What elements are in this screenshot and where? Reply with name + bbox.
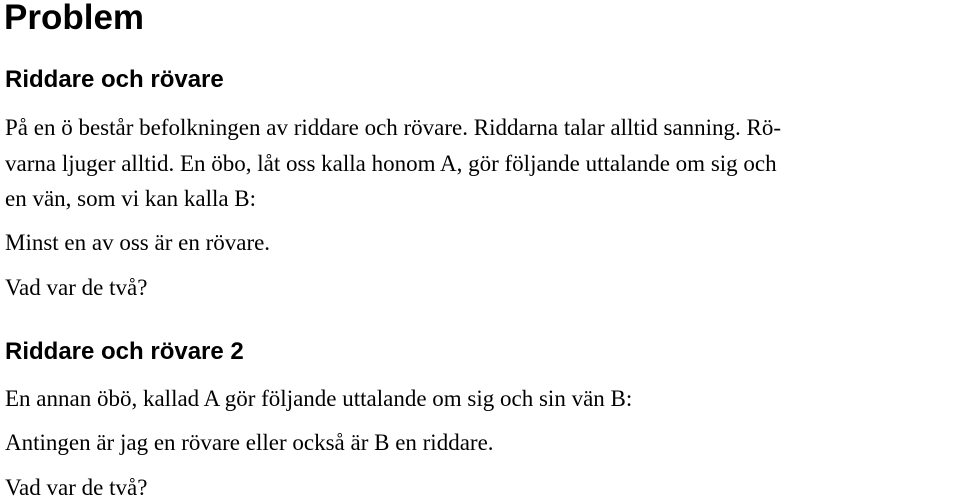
page-title: Problem (4, 0, 145, 37)
section-heading-riddare-och-rovare-2: Riddare och rövare 2 (5, 338, 244, 365)
statement-text: Minst en av oss är en rövare. (5, 230, 271, 255)
paragraph-line-1: På en ö består befolkningen av riddare och rövare. Riddarna talar alltid sanning. Rö- (5, 115, 781, 140)
question-text-2: Vad var de två? (5, 475, 148, 500)
paragraph-line-2: varna ljuger alltid. En öbo, låt oss kalla honom A, gör följande uttalande om sig och (5, 151, 777, 176)
paragraph-intro-2: En annan öbö, kallad A gör följande uttalande om sig och sin vän B: (5, 386, 633, 411)
statement-text-2: Antingen är jag en rövare eller också är B en riddare. (5, 430, 494, 455)
section-heading-riddare-och-rovare: Riddare och rövare (5, 66, 224, 93)
paragraph-line-3: en vän, som vi kan kalla B: (5, 186, 257, 211)
question-text: Vad var de två? (5, 275, 148, 300)
